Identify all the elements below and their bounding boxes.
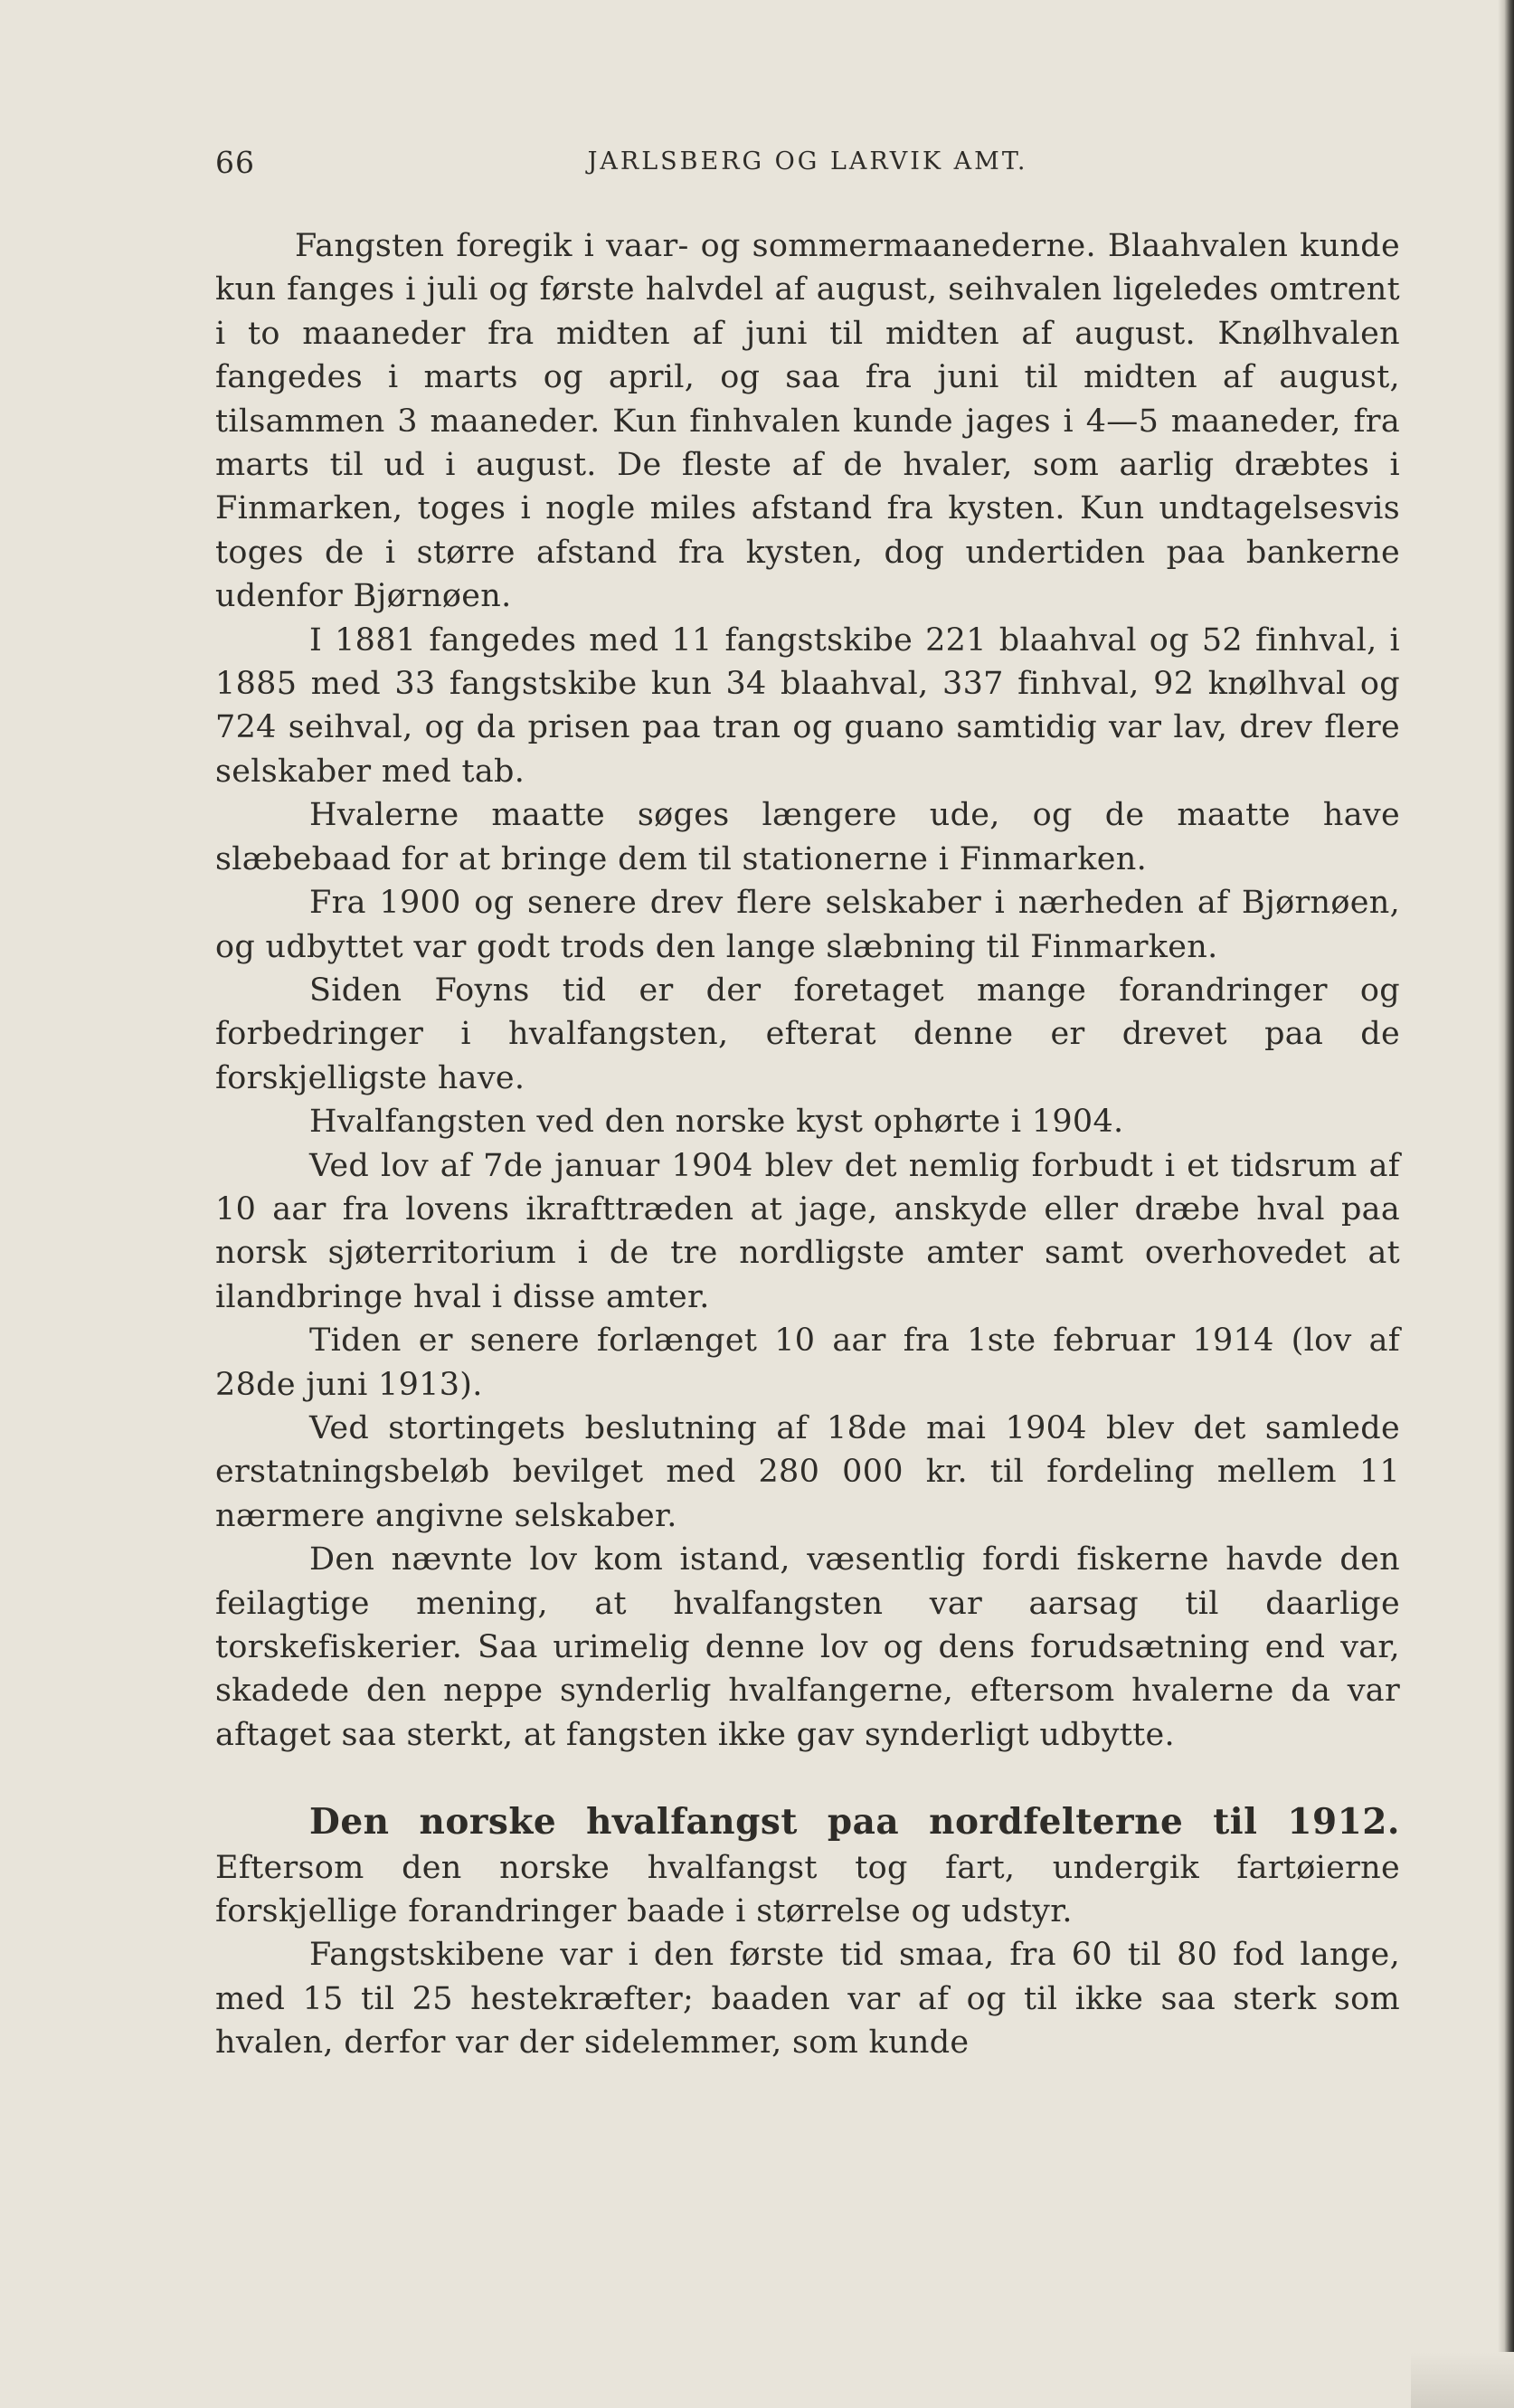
paragraph: Den nævnte lov kom istand, væsentlig fordi fiskerne havde den feilagtige mening, at hvalfangsten var aarsag til daarlige torskefiskerier. Saa urimelig denne lov og dens forudsætning end var, skadede den neppe synderlig hvalfangerne, eftersom hvalerne da var aftaget saa sterkt, at fangsten ikke gav synderligt udbytte. bbox=[215, 1541, 1400, 1753]
running-head: JARLSBERG OG LARVIK AMT. bbox=[587, 147, 1028, 175]
section-paragraph bbox=[215, 1800, 1400, 1933]
paragraph: Fangstskibene var i den første tid smaa, fra 60 til 80 fod lange, med 15 til 25 hestekræfter; baaden var af og til ikke saa sterk som hvalen, derfor var der sidelemmer, som kunde bbox=[215, 1937, 1400, 2062]
page-number: 66 bbox=[215, 145, 255, 180]
body-text bbox=[215, 224, 1400, 2065]
paragraph: Tiden er senere forlænget 10 aar fra 1ste februar 1914 (lov af 28de juni 1913). bbox=[215, 1323, 1400, 1403]
paragraph: Siden Foyns tid er der foretaget mange forandringer og forbedringer i hvalfangsten, efterat denne er drevet paa de forskjelligste have. bbox=[215, 972, 1400, 1096]
section-title: Den norske hvalfangst paa nordfelterne til 1912. bbox=[309, 1801, 1400, 1844]
section-paragraph-text: Eftersom den norske hvalfangst tog fart, undergik fartøierne forskjellige forandringer baade i størrelse og udstyr. bbox=[215, 1849, 1400, 1930]
paragraph: Hvalerne maatte søges længere ude, og de maatte have slæbebaad for at bringe dem til stationerne i Finmarken. bbox=[215, 797, 1400, 877]
paragraph: Fangsten foregik i vaar- og sommermaanederne. Blaahvalen kunde kun fanges i juli og første halvdel af august, seihvalen ligeledes omtrent i to maaneder fra midten af juni til midten af august. Knølhvalen fangedes i marts og april, og saa fra juni til midten af august, tilsammen 3 maaneder. Kun finhvalen kunde jages i 4—5 maaneder, fra marts til ud i august. De fleste af de hvaler, som aarlig dræbtes i Finmarken, toges i nogle miles afstand fra kysten. Kun undtagelsesvis toges de i større afstand fra kysten, dog undertiden paa bankerne udenfor Bjørnøen. bbox=[215, 228, 1400, 615]
paragraph: Ved lov af 7de januar 1904 blev det nemlig forbudt i et tidsrum af 10 aar fra lovens ikrafttræden at jage, anskyde eller dræbe hval paa norsk sjøterritorium i de tre nordligste amter samt overhovedet at ilandbringe hval i disse amter. bbox=[215, 1147, 1400, 1315]
page-edge-shadow bbox=[1498, 0, 1514, 2408]
page-header bbox=[215, 145, 1400, 190]
paragraph: I 1881 fangedes med 11 fangstskibe 221 blaahval og 52 finhval, i 1885 med 33 fangstskibe kun 34 blaahval, 337 finhval, 92 knølhval og 724 seihval, og da prisen paa tran og guano samtidig var lav, drev flere selskaber med tab. bbox=[215, 621, 1400, 790]
paragraph: Fra 1900 og senere drev flere selskaber i nærheden af Bjørnøen, og udbyttet var godt trods den lange slæbning til Finmarken. bbox=[215, 885, 1400, 965]
page-corner-shadow bbox=[1411, 2352, 1514, 2408]
paragraph: Ved stortingets beslutning af 18de mai 1904 blev det samlede erstatningsbeløb bevilget med 280 000 kr. til fordeling mellem 11 nærmere angivne selskaber. bbox=[215, 1409, 1400, 1534]
paragraph: Hvalfangsten ved den norske kyst ophørte i 1904. bbox=[309, 1104, 1124, 1141]
